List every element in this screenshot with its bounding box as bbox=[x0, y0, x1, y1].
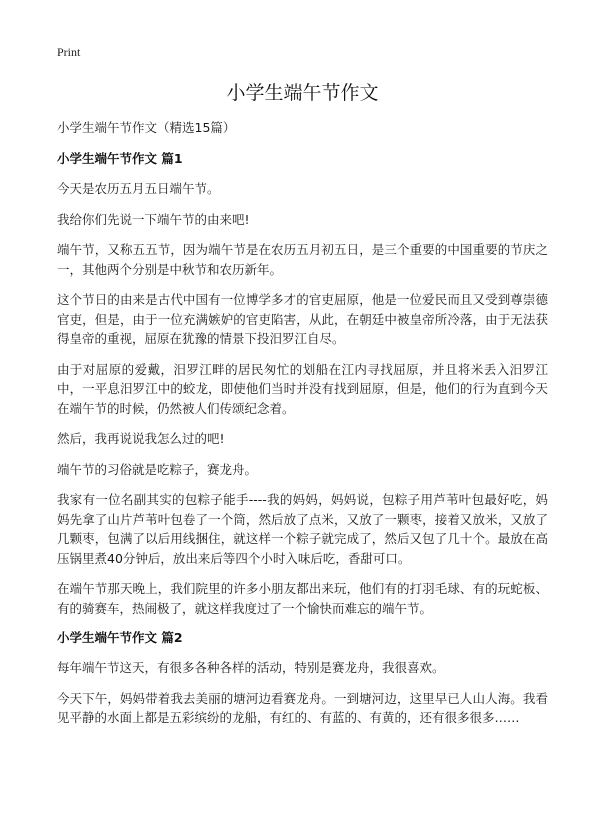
paragraph: 端午节的习俗就是吃粽子，赛龙舟。 bbox=[57, 461, 258, 477]
paragraph: 在端午节那天晚上，我们院里的许多小朋友都出来玩，他们有的打羽毛球、有的玩蛇板、有的骑赛车，热闹极了，就这样我度过了一个愉快而难忘的端午节。 bbox=[57, 581, 548, 616]
document-subtitle: 小学生端午节作文（精选15篇） bbox=[57, 120, 236, 135]
section-heading-1: 小学生端午节作文 篇1 bbox=[57, 151, 183, 166]
paragraph: 端午节，又称五五节，因为端午节是在农历五月初五日，是三个重要的中国重要的节庆之一，其他两个分别是中秋节和农历新年。 bbox=[57, 242, 548, 277]
paragraph: 我家有一位名副其实的包粽子能手----我的妈妈，妈妈说，包粽子用芦苇叶包最好吃，妈妈先拿了山片芦苇叶包卷了一个筒，然后放了点米，又放了一颗枣，接着又放米，又放了几颗枣，包满了以后用线捆住，就这样一个粽子就完成了，然后又包了几十个。最放在高压锅里煮40分钟后，放出来后等四个小时入味后吃，香甜可口。 bbox=[57, 492, 548, 566]
paragraph: 我给你们先说一下端午节的由来吧! bbox=[57, 211, 250, 227]
paragraph: 今天是农历五月五日端午节。 bbox=[57, 181, 220, 196]
print-label: Print bbox=[57, 45, 81, 59]
paragraph: 这个节日的由来是古代中国有一位博学多才的官吏屈原，他是一位爱民而且又受到尊崇德官吏，但是，由于一位充满嫉妒的官吏陷害，从此，在朝廷中被皇帝所冷落，由于无法获得皇帝的重视，屈原在犹豫的情景下投汨罗江自尽。 bbox=[57, 292, 548, 346]
paragraph: 今天下午，妈妈带着我去美丽的塘河边看赛龙舟。一到塘河边，这里早已人山人海。我看见平静的水面上都是五彩缤纷的龙船，有红的、有蓝的、有黄的，还有很多很多…… bbox=[57, 690, 548, 725]
paragraph: 每年端午节这天，有很多各种各样的活动，特别是赛龙舟，我很喜欢。 bbox=[57, 660, 445, 675]
paragraph: 由于对屈原的爱戴，汨罗江畔的居民匆忙的划船在江内寻找屈原，并且将米丢入汨罗江中，一平息汨罗江中的蛟龙，即使他们当时并没有找到屈原，但是，他们的行为直到今天在端午节的时候，仍然被人们传颂纪念着。 bbox=[57, 361, 548, 416]
document-title: 小学生端午节作文 bbox=[226, 82, 379, 104]
paragraph: 然后，我再说说我怎么过的吧! bbox=[57, 431, 225, 446]
section-heading-2: 小学生端午节作文 篇2 bbox=[57, 630, 183, 645]
